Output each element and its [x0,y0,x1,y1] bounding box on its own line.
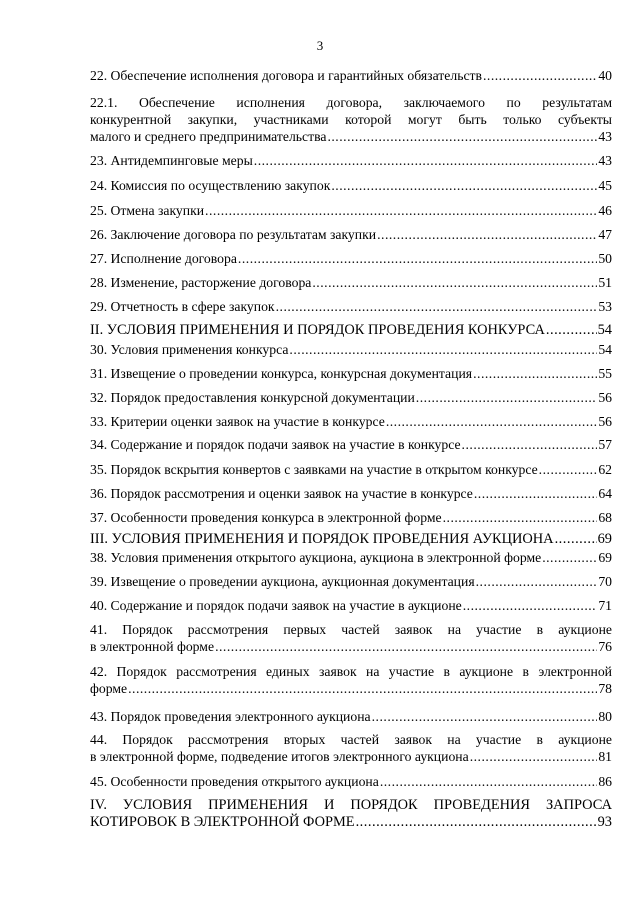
dot-leader [331,177,597,194]
dot-leader [238,250,597,267]
toc-page-number: 55 [598,366,612,381]
dot-leader [372,708,598,725]
toc-page-number: 76 [598,639,612,654]
toc-entry-text: конкурентной закупки, участниками которой могут быть только субъекты [90,112,612,127]
toc-page-number: 51 [598,275,612,290]
toc-entry-text: 31. Извещение о проведении конкурса, конкурсная документация [90,366,473,381]
toc-entry[interactable] [90,797,612,831]
toc-page-number: 78 [598,681,612,696]
toc-page-number: 93 [597,814,612,830]
toc-page-number: 69 [597,531,612,547]
toc-entry[interactable] [90,67,612,84]
toc-entry-text: 23. Антидемпинговые меры [90,153,253,168]
toc-page-number: 86 [598,774,612,789]
dot-leader [289,341,597,358]
toc-page-number: 71 [598,598,612,613]
toc-page-number: 40 [598,68,612,83]
toc-entry-text: 22. Обеспечение исполнения договора и гарантийных обязательств [90,68,482,83]
toc-page-number: 57 [598,437,612,452]
toc-page-number: 47 [598,227,612,242]
toc-entry-text: III. УСЛОВИЯ ПРИМЕНЕНИЯ И ПОРЯДОК ПРОВЕДЕНИЯ АУКЦИОНА [90,531,554,547]
toc-page-number: 70 [598,574,612,589]
toc-entry-text: в электронной форме, подведение итогов электронного аукциона [90,749,469,764]
toc-entry[interactable] [90,597,612,614]
toc-entry-text: 38. Условия применения открытого аукциона, аукциона в электронной форме [90,550,542,565]
toc-entry[interactable] [90,274,612,291]
toc-entry[interactable] [90,549,612,566]
toc-entry-text: 35. Порядок вскрытия конвертов с заявками на участие в открытом конкурсе [90,462,538,477]
dot-leader [473,365,597,382]
dot-leader [327,128,597,145]
toc-entry-text: 44. Порядок рассмотрения вторых частей заявок на участие в аукционе [90,732,612,747]
toc-page-number: 43 [598,129,612,144]
dot-leader [539,461,598,478]
toc-page-number: 62 [598,462,612,477]
toc-entry-text: 42. Порядок рассмотрения единых заявок на участие в аукционе в электронной [90,664,612,679]
dot-leader [215,638,597,655]
toc-entry-text: II. УСЛОВИЯ ПРИМЕНЕНИЯ И ПОРЯДОК ПРОВЕДЕНИЯ КОНКУРСА [90,322,545,338]
toc-entry-text: 37. Особенности проведения конкурса в электронной форме [90,510,442,525]
toc-entry-text: 43. Порядок проведения электронного аукциона [90,709,371,724]
toc-entry-text: 40. Содержание и порядок подачи заявок на участие в аукционе [90,598,462,613]
toc-entry[interactable] [90,573,612,590]
toc-entry[interactable] [90,250,612,267]
toc-page-number: 46 [598,203,612,218]
toc-entry-text: форме [90,681,128,696]
toc-entry[interactable] [90,773,612,790]
toc-page-number: 69 [598,550,612,565]
toc-entry[interactable] [90,152,612,169]
toc-page-number: 43 [598,153,612,168]
toc-entry[interactable] [90,94,612,145]
toc-entry-text: 45. Особенности проведения открытого аукциона [90,774,379,789]
toc-entry-text: 33. Критерии оценки заявок на участие в конкурсе [90,414,385,429]
toc-page-number: 54 [597,322,612,338]
dot-leader [380,773,597,790]
toc-page-number: 53 [598,299,612,314]
dot-leader [443,509,598,526]
toc-entry-text: 24. Комиссия по осуществлению закупок [90,178,331,193]
dot-leader [474,485,597,502]
dot-leader [470,748,598,765]
dot-leader [205,202,597,219]
toc-entry-text: 25. Отмена закупки [90,203,205,218]
dot-leader [356,814,597,831]
toc-entry-text: 36. Порядок рассмотрения и оценки заявок на участие в конкурсе [90,486,473,501]
dot-leader [463,597,598,614]
toc-entry[interactable] [90,341,612,358]
toc-entry[interactable] [90,708,612,725]
dot-leader [276,298,598,315]
toc-entry-text: 32. Порядок предоставления конкурсной документации [90,390,415,405]
toc-entry[interactable] [90,298,612,315]
toc-page-number: 64 [598,486,612,501]
toc-entry-text: 22.1. Обеспечение исполнения договора, заключаемого по результатам [90,95,612,110]
toc-entry-text: 29. Отчетность в сфере закупок [90,299,275,314]
toc-entry-text: в электронной форме [90,639,215,654]
toc-entry[interactable] [90,322,612,339]
toc-entry-text: 30. Условия применения конкурса [90,342,289,357]
toc-entry[interactable] [90,226,612,243]
dot-leader [546,322,597,339]
dot-leader [483,67,597,84]
toc-page-number: 56 [598,390,612,405]
toc-page-number: 68 [598,510,612,525]
toc-page-number: 81 [598,749,612,764]
toc-entry[interactable] [90,663,612,697]
toc-entry[interactable] [90,365,612,382]
toc-entry[interactable] [90,731,612,765]
toc-entry-text: IV. УСЛОВИЯ ПРИМЕНЕНИЯ И ПОРЯДОК ПРОВЕДЕНИЯ ЗАПРОСА [90,797,612,813]
dot-leader [476,573,598,590]
toc-entry[interactable] [90,621,612,655]
dot-leader [542,549,597,566]
toc-entry-text: 41. Порядок рассмотрения первых частей заявок на участие в аукционе [90,622,612,637]
dot-leader [312,274,597,291]
page-number: 3 [316,38,324,53]
toc-entry-text: малого и среднего предпринимательства [90,129,327,144]
toc-entry[interactable] [90,531,612,548]
toc-entry-text: 34. Содержание и порядок подачи заявок на участие в конкурсе [90,437,461,452]
dot-leader [254,152,598,169]
dot-leader [128,680,597,697]
toc-entry-text: 39. Извещение о проведении аукциона, аукционная документация [90,574,475,589]
toc-entry[interactable] [90,177,612,194]
toc-entry-text: 27. Исполнение договора [90,251,237,266]
toc-page-number: 80 [598,709,612,724]
toc-entry[interactable] [90,413,612,430]
toc-entry[interactable] [90,485,612,502]
toc-entry[interactable] [90,389,612,406]
toc-entry-text: КОТИРОВОК В ЭЛЕКТРОННОЙ ФОРМЕ [90,814,355,830]
toc-page-number: 56 [598,414,612,429]
dot-leader [416,389,598,406]
dot-leader [462,436,598,453]
dot-leader [377,226,597,243]
dot-leader [555,531,597,548]
toc-page-number: 54 [598,342,612,357]
dot-leader [386,413,598,430]
toc-entry[interactable] [90,202,612,219]
toc-entry[interactable] [90,436,612,453]
toc-page-number: 50 [598,251,612,266]
toc-entry[interactable] [90,509,612,526]
toc-entry-text: 28. Изменение, расторжение договора [90,275,312,290]
toc-entry-text: 26. Заключение договора по результатам закупки [90,227,377,242]
toc-page-number: 45 [598,178,612,193]
toc-entry[interactable] [90,461,612,478]
